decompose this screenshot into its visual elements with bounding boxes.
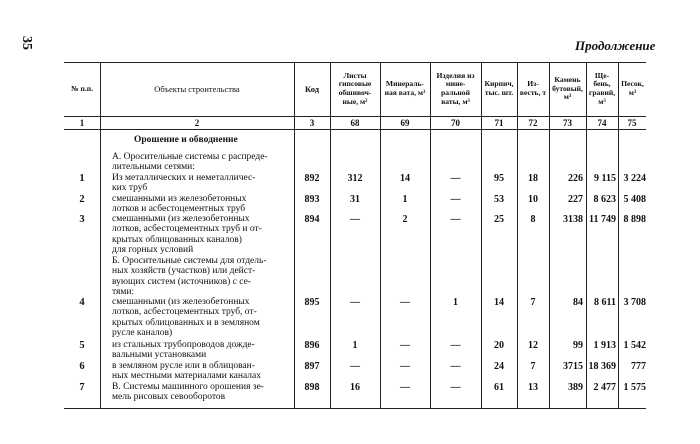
- header-number: 1: [79, 118, 85, 128]
- cell-72: 18: [528, 173, 538, 184]
- cell-70: 1: [453, 297, 458, 308]
- cell-73: 3138: [563, 214, 583, 225]
- continuation-label: Продолжение: [575, 38, 656, 53]
- header-gypsum-sheets: Листы гипсовые обшивоч-ные, м²: [338, 70, 372, 106]
- cell-70: —: [450, 214, 461, 225]
- header-number: 72: [528, 118, 538, 128]
- cell-71: 25: [494, 214, 504, 225]
- cell-71: 95: [494, 173, 504, 184]
- header-number: 2: [194, 118, 200, 128]
- cell-69: 2: [402, 214, 408, 225]
- row-description: смешанными (из железобетонных лотков, асбестоцементных труб и от- крытых облицованных каналов) для горных условий: [112, 214, 262, 255]
- row-description: В. Системы машинного орошения зе- мель рисовых севооборотов: [112, 382, 264, 403]
- cell-68: 1: [352, 340, 358, 351]
- header-number: 75: [627, 118, 637, 128]
- row-code: 892: [304, 173, 320, 184]
- cell-70: —: [450, 194, 461, 205]
- header-number: 70: [451, 118, 460, 128]
- cell-69: —: [400, 361, 410, 372]
- section-title: Орошение и обводнение: [134, 135, 238, 145]
- cell-69: 1: [402, 194, 408, 205]
- cell-73: 389: [568, 382, 583, 393]
- cell-72: 7: [530, 297, 536, 308]
- cell-71: 53: [494, 194, 504, 205]
- row-description: смешанными из железобетонных лотков и асбестоцементных труб: [112, 194, 247, 215]
- cell-73: 99: [573, 340, 583, 351]
- cell-75: 8 898: [623, 214, 646, 225]
- cell-71: 14: [494, 297, 504, 308]
- col-divider: [330, 62, 331, 408]
- cell-70: —: [450, 340, 461, 351]
- cell-74: 18 369: [588, 361, 616, 372]
- cell-72: 10: [528, 194, 538, 205]
- cell-68: 16: [350, 382, 360, 393]
- cell-73: 84: [573, 297, 583, 308]
- header-number: 71: [494, 118, 504, 128]
- page-number: 35: [19, 36, 34, 50]
- header-number-rule: [64, 129, 646, 130]
- cell-69: 14: [400, 173, 410, 184]
- row-number: 5: [79, 340, 85, 351]
- col-divider: [380, 62, 381, 408]
- row-number: 1: [79, 173, 85, 184]
- row-number: 6: [79, 361, 85, 372]
- cell-69: —: [400, 340, 410, 351]
- cell-70: —: [450, 382, 461, 393]
- cell-71: 20: [494, 340, 504, 351]
- col-divider: [430, 62, 431, 408]
- cell-74: 2 477: [593, 382, 616, 393]
- cell-73: 3715: [563, 361, 583, 372]
- cell-71: 61: [494, 382, 504, 393]
- row-number: 4: [79, 297, 85, 308]
- header-number: 69: [400, 118, 410, 128]
- row-description: из стальных трубопроводов дожде- вальными установками: [112, 340, 255, 361]
- intro-b: Б. Оросительные системы для отдель- ных хозяйств (участков) или дейст- вующих систем (источников) с се- тями:: [112, 256, 267, 297]
- cell-75: 777: [631, 361, 646, 372]
- row-number: 2: [79, 194, 85, 205]
- cell-72: 8: [530, 214, 536, 225]
- cell-72: 12: [528, 340, 538, 351]
- header-number: 73: [563, 118, 572, 128]
- header-row-number: № п.п.: [70, 83, 94, 93]
- cell-68: 31: [350, 194, 360, 205]
- cell-75: 3 224: [623, 173, 646, 184]
- cell-75: 5 408: [623, 194, 646, 205]
- header-sand: Песок, м³: [621, 79, 644, 97]
- cell-74: 8 611: [594, 297, 616, 308]
- cell-72: 7: [530, 361, 536, 372]
- cell-75: 3 708: [623, 297, 646, 308]
- cell-74: 9 115: [594, 173, 616, 184]
- row-code: 893: [304, 194, 320, 205]
- header-crushed-stone: Ще-бень, гравий, м³: [588, 70, 616, 106]
- row-code: 897: [304, 361, 320, 372]
- cell-74: 8 623: [593, 194, 616, 205]
- cell-73: 226: [568, 173, 583, 184]
- row-code: 898: [304, 382, 320, 393]
- row-code: 894: [304, 214, 320, 225]
- table-bottom-rule: [64, 408, 646, 409]
- cell-70: —: [450, 361, 461, 372]
- row-description: в земляном русле или в облицован- ных местными материалами каналах: [112, 361, 261, 382]
- cell-69: —: [400, 382, 410, 393]
- header-objects: Объекты строительства: [154, 83, 240, 94]
- cell-68: —: [350, 214, 360, 225]
- row-description: смешанными (из железобетонных лотков, асбестоцементных труб, от- крытых облицованных и в земляном русле каналов): [112, 297, 260, 338]
- header-number: 3: [309, 118, 315, 128]
- header-lime: Из-весть, т: [519, 79, 547, 97]
- cell-75: 1 542: [623, 340, 646, 351]
- cell-74: 1 913: [593, 340, 616, 351]
- row-code: 895: [304, 297, 320, 308]
- header-number: 74: [597, 118, 607, 128]
- cell-75: 1 575: [623, 382, 646, 393]
- header-rubble-stone: Камень бутовый, м³: [552, 75, 583, 102]
- header-number: 68: [350, 118, 360, 128]
- cell-74: 11 749: [589, 214, 616, 225]
- header-mineral-wool-products: Изделия из мине-ральной ваты, м³: [436, 70, 475, 106]
- cell-70: —: [450, 173, 461, 184]
- row-code: 896: [304, 340, 320, 351]
- row-number: 7: [79, 382, 85, 393]
- cell-69: —: [400, 297, 410, 308]
- cell-68: —: [350, 297, 360, 308]
- header-brick: Кирпич, тыс. шт.: [484, 79, 514, 97]
- cell-73: 227: [568, 194, 583, 205]
- header-code: Код: [304, 83, 320, 94]
- cell-71: 24: [494, 361, 504, 372]
- cell-68: —: [350, 361, 360, 372]
- row-description: Из металлических и неметалличес- ких труб: [112, 173, 256, 194]
- row-number: 3: [79, 214, 85, 225]
- cell-72: 13: [528, 382, 538, 393]
- cell-68: 312: [347, 173, 363, 184]
- header-mineral-wool: Минераль-ная вата, м³: [384, 79, 426, 97]
- intro-a: А. Оросительные системы с распреде- лительными сетями:: [112, 152, 268, 173]
